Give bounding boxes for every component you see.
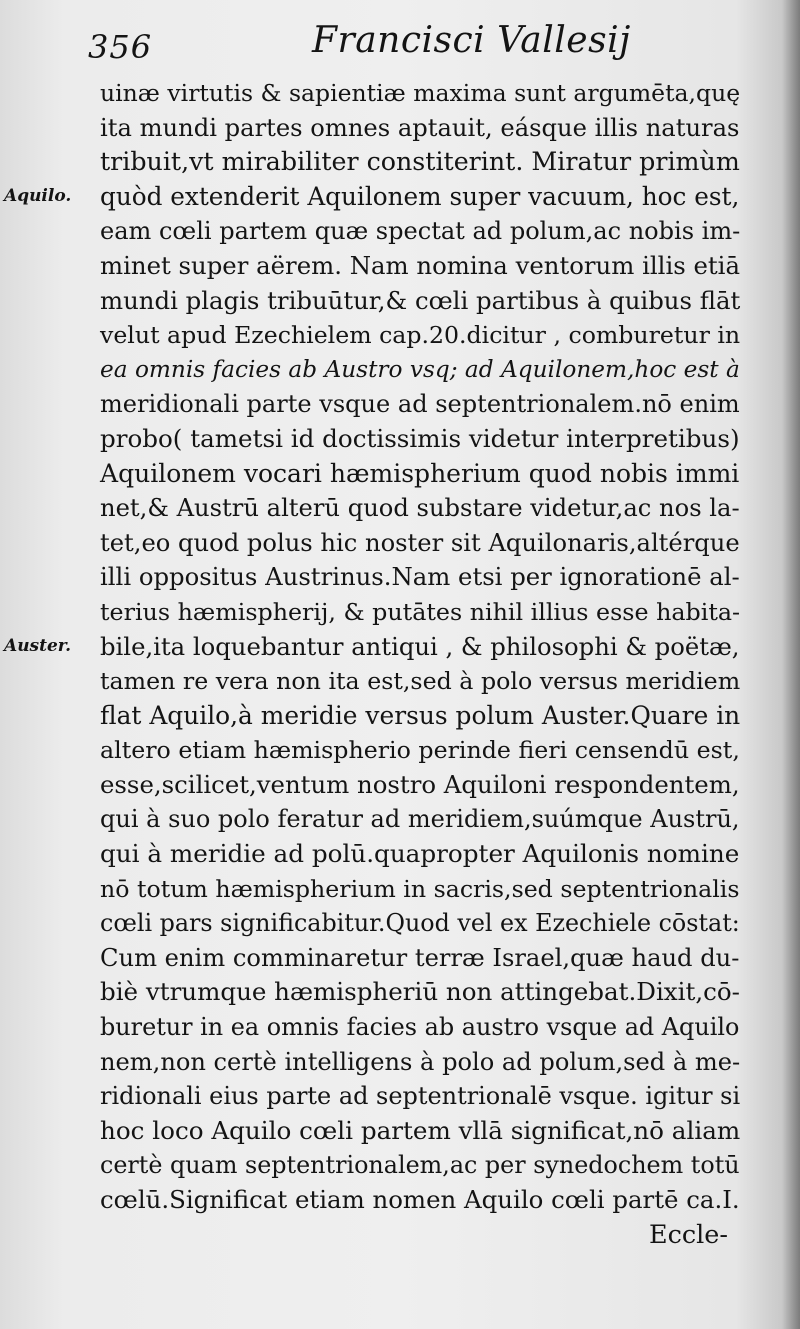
text-line: tribuit,vt mirabiliter constiterint. Miratur primùm	[100, 147, 740, 177]
text-line: meridionali parte vsque ad septentrionalem.nō enim	[100, 390, 740, 419]
page-header	[0, 14, 800, 74]
text-line: tet,eo quod polus hic noster sit Aquilonaris,altérque	[100, 528, 740, 557]
text-line: illi oppositus Austrinus.Nam etsi per ignorationē al-	[100, 562, 740, 592]
marginal-note: Aquilo.	[4, 186, 72, 206]
text-line: esse,scilicet,ventum nostro Aquiloni respondentem,	[100, 769, 740, 799]
text-line: buretur in ea omnis facies ab austro vsque ad Aquilo	[100, 1013, 740, 1042]
text-line: terius hæmispherij, & putātes nihil illius esse habita-	[100, 597, 741, 626]
text-line: hoc loco Aquilo cœli partem vllā significat,nō aliam	[100, 1115, 741, 1145]
text-line: ea omnis facies ab Austro vsq; ad Aquilonem,hoc est à	[100, 355, 740, 383]
text-line: probo( tametsi id doctissimis videtur interpretibus)	[100, 423, 740, 453]
page-number: 356	[88, 28, 153, 66]
text-line: velut apud Ezechielem cap.20.dicitur , comburetur in	[100, 321, 741, 350]
text-line: uinæ virtutis & sapientiæ maxima sunt argumēta,quę	[100, 79, 741, 107]
text-line: qui à meridie ad polū.quapropter Aquilonis nomine	[100, 839, 740, 869]
marginal-note: Auster.	[4, 636, 72, 656]
text-line: biè vtrumque hæmispheriū non attingebat.Dixit,cō-	[100, 977, 740, 1007]
text-line: ridionali eius parte ad septentrionalē vsque. igitur si	[100, 1082, 741, 1111]
catchword: Eccle-	[648, 1219, 728, 1250]
text-line: net,& Austrū alterū quod substare videtur,ac nos la-	[100, 494, 740, 523]
text-line: Cum enim comminaretur terræ Israel,quæ haud du-	[100, 943, 740, 972]
text-line: flat Aquilo,à meridie versus polum Auster.Quare in	[100, 700, 741, 730]
text-line: tamen re vera non ita est,sed à polo versus meridiem	[100, 667, 741, 696]
text-line: cœli pars significabitur.Quod vel ex Ezechiele cōstat:	[100, 909, 740, 938]
body-text	[100, 76, 740, 1252]
text-line: qui à suo polo feratur ad meridiem,suúmque Austrū,	[100, 805, 740, 834]
text-line: ita mundi partes omnes aptauit, eásque illis naturas	[100, 113, 740, 142]
running-head: Francisci Vallesij	[312, 20, 631, 61]
text-line: nem,non certè intelligens à polo ad polum,sed à me-	[100, 1047, 741, 1076]
text-line: Aquilonem vocari hæmispherium quod nobis immi	[100, 458, 740, 488]
text-line: cœlū.Significat etiam nomen Aquilo cœli partē ca.I.	[100, 1185, 740, 1214]
text-line: nō totum hæmispherium in sacris,sed septentrionalis	[100, 874, 740, 903]
text-line: eam cœli partem quæ spectat ad polum,ac nobis im-	[100, 217, 741, 246]
text-line: minet super aërem. Nam nomina ventorum illis etiā	[100, 250, 740, 280]
text-line: bile,ita loquebantur antiqui , & philosophi & poëtæ,	[100, 631, 740, 661]
text-line: certè quam septentrionalem,ac per synedochem totū	[100, 1151, 740, 1180]
text-line: altero etiam hæmispherio perinde fieri censendū est,	[100, 736, 740, 765]
text-line: mundi plagis tribuūtur,& cœli partibus à quibus flāt	[100, 285, 741, 315]
text-line: quòd extenderit Aquilonem super vacuum, hoc est,	[100, 181, 740, 211]
